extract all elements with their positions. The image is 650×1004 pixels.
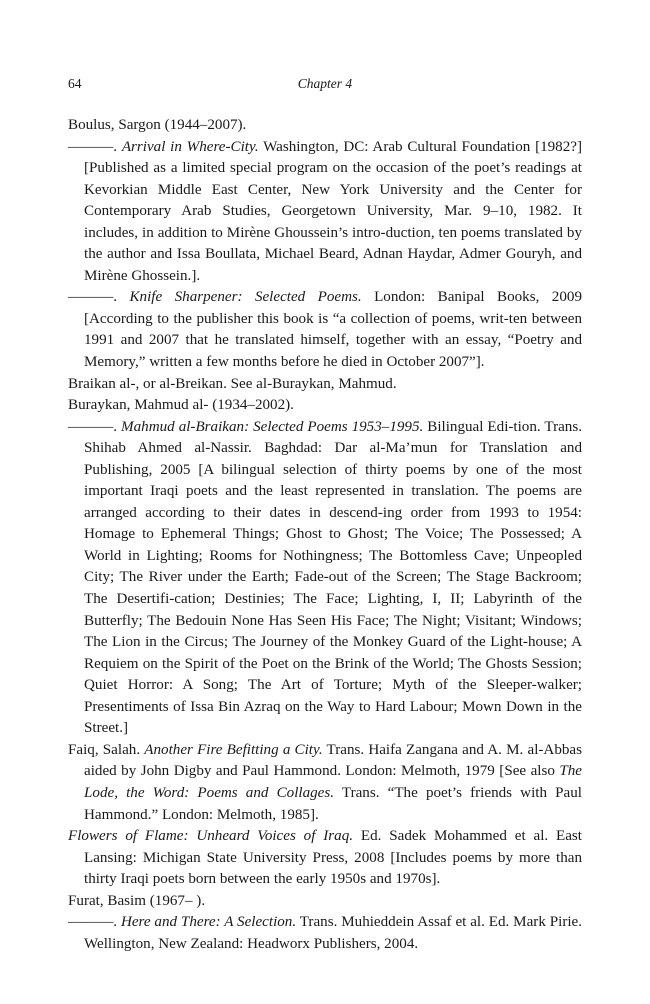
bibliography-entry: [68, 395, 582, 417]
bibliography-entry: [68, 912, 582, 955]
entry-title-italic: Mahmud al-Braikan: Selected Poems 1953–1995.: [121, 418, 424, 435]
entry-text: ———.: [68, 418, 122, 435]
entry-title-italic: Flowers of Flame: Unheard Voices of Iraq.: [68, 828, 354, 845]
bibliography-entry: [68, 137, 582, 288]
entry-title-italic: The Lode, the Word: Poems and Collages.: [84, 763, 582, 801]
entry-text: Bilingual Edi-tion. Trans. Shihab Ahmed al-Nassir. Baghdad: Dar al-Ma’mun for Translation and Publishing, 2005 [A bilingual selection of thirty poems by one of the most important Iraqi poets and the least represented in translation. The poems are arranged according to their dates in descend-ing order from 1993 to 1954: Homage to Ephemeral Things; Ghost to Ghost; The Voice; The Possessed; A World in Lighting; Rooms for Nothingness; The Bottomless Cave; Unpeopled City; The River under the Earth; Fade-out of the Screen; The Stage Backroom; The Desertifi-cation; Destinies; The Face; Lighting, I, II; Labyrinth of the Butterfly; The Bedouin None Has Seen His Face; The Night; Visitant; Windows; The Lion in the Circus; The Journey of the Monkey Guard of the Light-house; A Requiem on the Spirit of the Poet on the Brink of the World; The Ghosts Session; Quiet Horror: A Song; The Art of Torture; Myth of the Sleeper-walker; Presentiments of Issa Bin Azraq on the Way to Hard Labour; Mown Down in the Street.]: [84, 418, 582, 737]
bibliography-entry: [68, 417, 582, 740]
bibliography-entry: [68, 374, 582, 396]
bibliography-list: [68, 115, 582, 955]
entry-text: Furat, Basim (1967– ).: [68, 892, 206, 909]
running-head: Chapter 4: [297, 76, 353, 91]
entry-text: ———.: [68, 914, 121, 931]
bibliography-entry: [68, 740, 582, 826]
page-header: [68, 76, 582, 96]
bibliography-entry: [68, 287, 582, 373]
entry-text: London: Banipal Books, 2009 [According to the publisher this book is “a collection of poems, writ-ten between 1991 and 2007 that he translated himself, together with an essay, “Poetry and Memory,” written a few months before he died in October 2007”].: [84, 289, 582, 371]
entry-text: Washington, DC: Arab Cultural Foundation [1982?] [Published as a limited special program on the occasion of the poet’s readings at Kevorkian Middle East Center, New York University and the Center for Contemporary Arab Studies, Georgetown University, Mar. 9–10, 1982. It includes, in addition to Mirène Ghoussein’s intro-duction, ten poems translated by the author and Issa Boullata, Michael Beard, Adnan Haydar, Admer Gouryh, and Mirène Ghossein.].: [84, 138, 583, 284]
bibliography-entry: [68, 115, 582, 137]
entry-text: Boulus, Sargon (1944–2007).: [68, 117, 247, 133]
entry-text: Faiq, Salah.: [68, 741, 145, 758]
entry-text: Braikan al-, or al-Breikan. See al-Buraykan, Mahmud.: [68, 375, 397, 392]
entry-title-italic: Knife Sharpener: Selected Poems.: [129, 289, 362, 306]
entry-text: ———.: [68, 138, 122, 155]
page-number: 64: [68, 76, 82, 91]
entry-text: ———.: [68, 289, 130, 306]
entry-text: Trans. Muhieddein Assaf et al. Ed. Mark Pirie. Wellington, New Zealand: Headworx Publishers, 2004.: [84, 914, 583, 952]
bibliography-entry: [68, 891, 582, 913]
entry-text: Ed. Sadek Mohammed et al. East Lansing: Michigan State University Press, 2008 [Includes poems by more than thirty Iraqi poets born between the early 1950s and 1970s].: [84, 828, 582, 888]
entry-title-italic: Arrival in Where-City.: [121, 138, 259, 155]
entry-text: Buraykan, Mahmud al- (1934–2002).: [68, 397, 294, 414]
entry-title-italic: Another Fire Befitting a City.: [144, 741, 323, 758]
entry-text: Trans. Haifa Zangana and A. M. al-Abbas aided by John Digby and Paul Hammond. London: Melmoth, 1979 [See also: [84, 741, 582, 780]
entry-text: Trans. “The poet’s friends with Paul Hammond.” London: Melmoth, 1985].: [84, 784, 582, 823]
bibliography-entry: [68, 826, 582, 891]
entry-title-italic: Here and There: A Selection.: [120, 914, 297, 931]
